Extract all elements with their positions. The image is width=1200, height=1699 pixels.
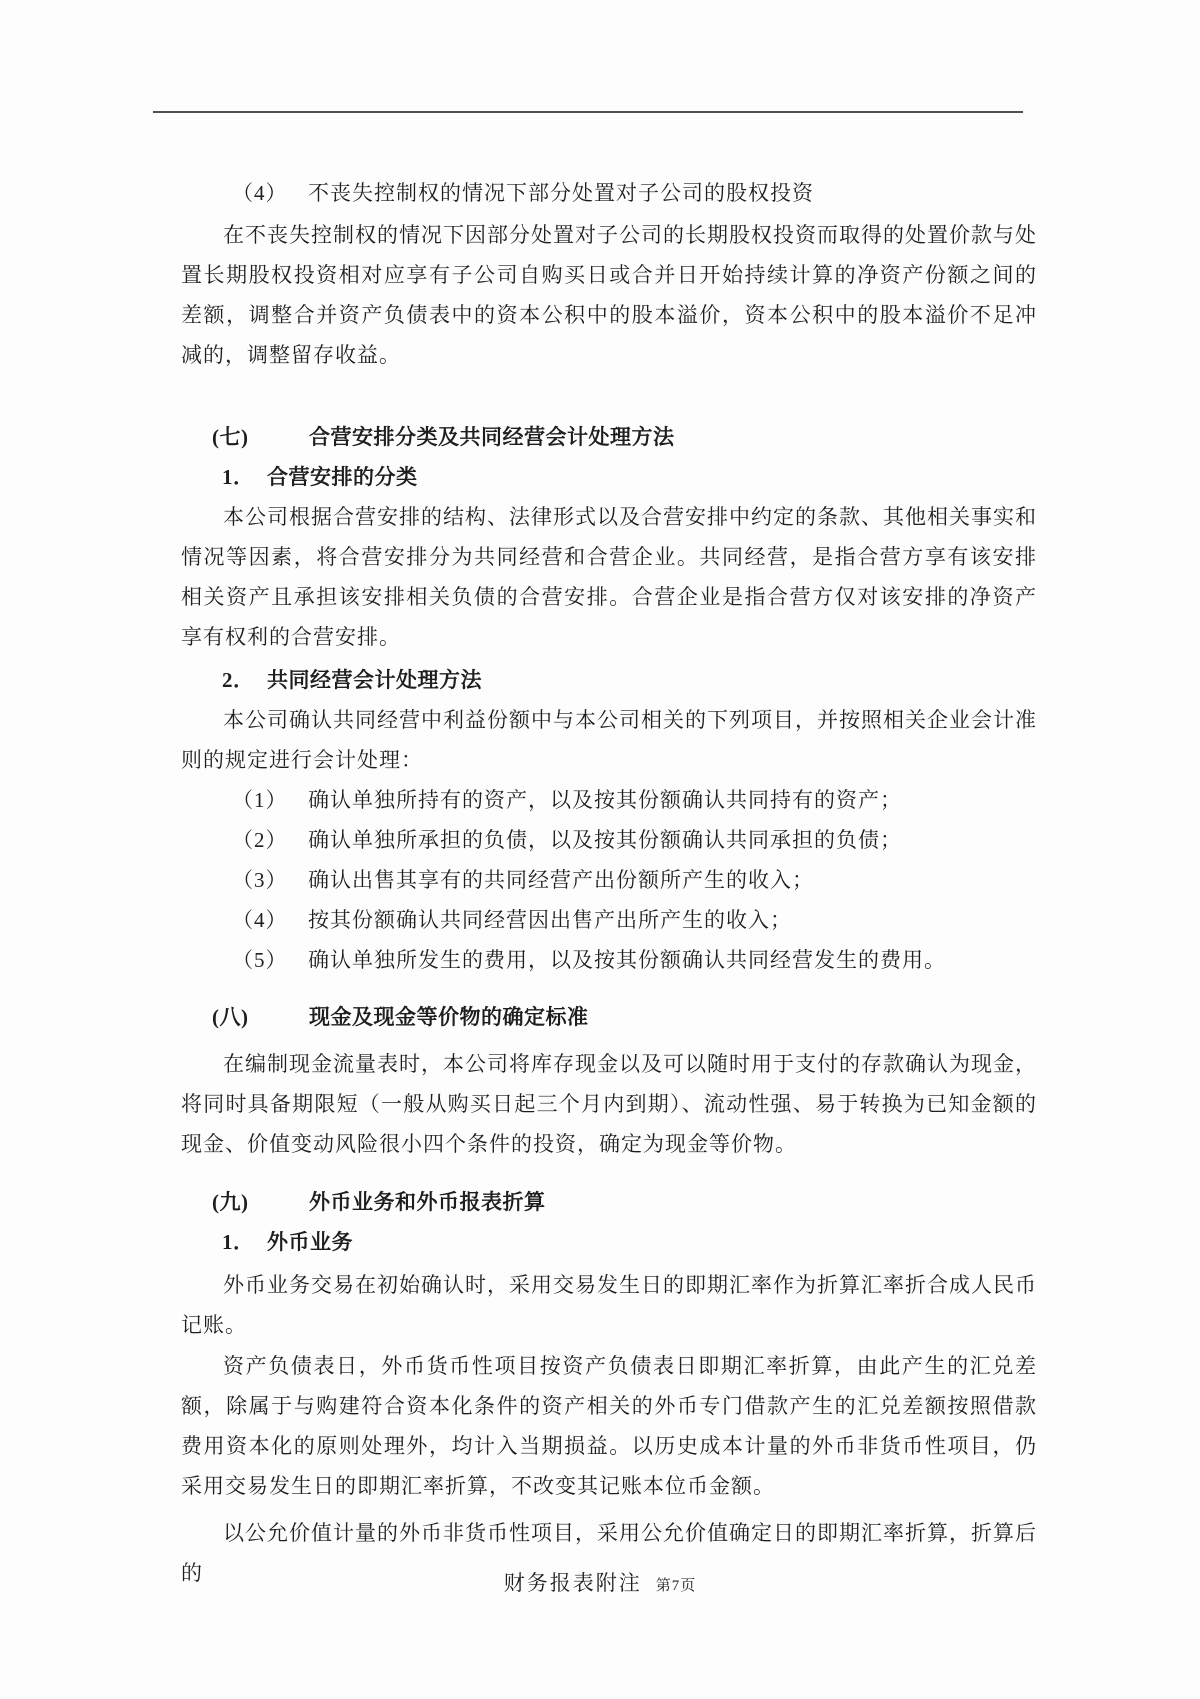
list-item-4-text: 按其份额确认共同经营因出售产出所产生的收入； [308,908,792,932]
list-item-2-text: 确认单独所承担的负债，以及按其份额确认共同承担的负债； [308,828,902,852]
page-footer [0,1565,1200,1604]
list-item-4-number: （4） [232,908,288,932]
paragraph-cash-equivalents: 在编制现金流量表时，本公司将库存现金以及可以随时用于支付的存款确认为现金，将同时具备期限短（一般从购买日起三个月内到期）、流动性强、易于转换为已知金额的现金、价值变动风险很小四个条件的投资，确定为现金等价物。 [181,1052,1037,1156]
list-item-1-text: 确认单独所持有的资产，以及按其份额确认共同持有的资产； [308,788,902,812]
list-item-2-number: （2） [232,828,288,852]
paragraph-joint-operation-intro: 本公司确认共同经营中利益份额中与本公司相关的下列项目，并按照相关企业会计准则的规定进行会计处理： [181,708,1037,772]
heading-sub-9-1-title: 外币业务 [267,1230,353,1254]
paragraph-fair-value-items: 以公允价值计量的外币非货币性项目，采用公允价值确定日的即期汇率折算，折算后的 [181,1521,1037,1585]
heading-section-9-title: 外币业务和外币报表折算 [309,1190,546,1214]
list-item-5-number: （5） [232,948,288,972]
heading-sub-9-1 [181,1222,1037,1262]
document-body [181,114,1037,1593]
paragraph-jv-classification: 本公司根据合营安排的结构、法律形式以及合营安排中约定的条款、其他相关事实和情况等因素，将合营安排分为共同经营和合营企业。共同经营，是指合营方享有该安排相关资产且承担该安排相关负债的合营安排。合营企业是指合营方仅对该安排的净资产享有权利的合营安排。 [181,505,1037,649]
heading-section-9 [181,1182,1037,1222]
paragraph-foreign-currency-initial: 外币业务交易在初始确认时，采用交易发生日的即期汇率作为折算汇率折合成人民币记账。 [181,1273,1037,1337]
heading-section-8-title: 现金及现金等价物的确定标准 [309,1005,589,1029]
heading-item-4-number: （4） [232,181,288,205]
paragraph-disposal: 在不丧失控制权的情况下因部分处置对子公司的长期股权投资而取得的处置价款与处置长期股权投资相对应享有子公司自购买日或合并日开始持续计算的净资产份额之间的差额，调整合并资产负债表中的资本公积中的股本溢价，资本公积中的股本溢价不足冲减的，调整留存收益。 [181,223,1037,367]
list-item-4 [181,900,1037,940]
list-item-1 [181,780,1037,820]
heading-section-7 [181,417,1037,457]
paragraph-balance-sheet-date: 资产负债表日，外币货币性项目按资产负债表日即期汇率折算，由此产生的汇兑差额，除属于与购建符合资本化条件的资产相关的外币专门借款产生的汇兑差额按照借款费用资本化的原则处理外，均计入当期损益。以历史成本计量的外币非货币性项目，仍采用交易发生日的即期汇率折算，不改变其记账本位币金额。 [181,1354,1037,1498]
list-item-3-text: 确认出售其享有的共同经营产出份额所产生的收入； [308,868,814,892]
list-item-2 [181,820,1037,860]
heading-section-8 [181,997,1037,1037]
heading-item-4-title: 不丧失控制权的情况下部分处置对子公司的股权投资 [308,181,814,205]
heading-item-4 [181,173,1037,213]
heading-section-7-number: (七) [212,425,249,449]
heading-sub-7-2-title: 共同经营会计处理方法 [267,668,482,692]
heading-sub-7-1-number: 1． [222,465,255,489]
list-item-1-number: （1） [232,788,288,812]
header-rule [153,111,1023,113]
heading-sub-7-2 [181,660,1037,700]
footer-title: 财务报表附注 [503,1571,642,1595]
heading-section-7-title: 合营安排分类及共同经营会计处理方法 [309,425,675,449]
list-item-5 [181,940,1037,980]
list-item-3 [181,860,1037,900]
footer-page-number: 第7页 [655,1578,697,1594]
heading-sub-7-1-title: 合营安排的分类 [267,465,418,489]
heading-sub-7-2-number: 2． [222,668,255,692]
heading-sub-9-1-number: 1． [222,1230,255,1254]
list-item-5-text: 确认单独所发生的费用，以及按其份额确认共同经营发生的费用。 [308,948,946,972]
heading-section-8-number: (八) [212,1005,249,1029]
heading-section-9-number: (九) [212,1190,249,1214]
list-item-3-number: （3） [232,868,288,892]
heading-sub-7-1 [181,457,1037,497]
